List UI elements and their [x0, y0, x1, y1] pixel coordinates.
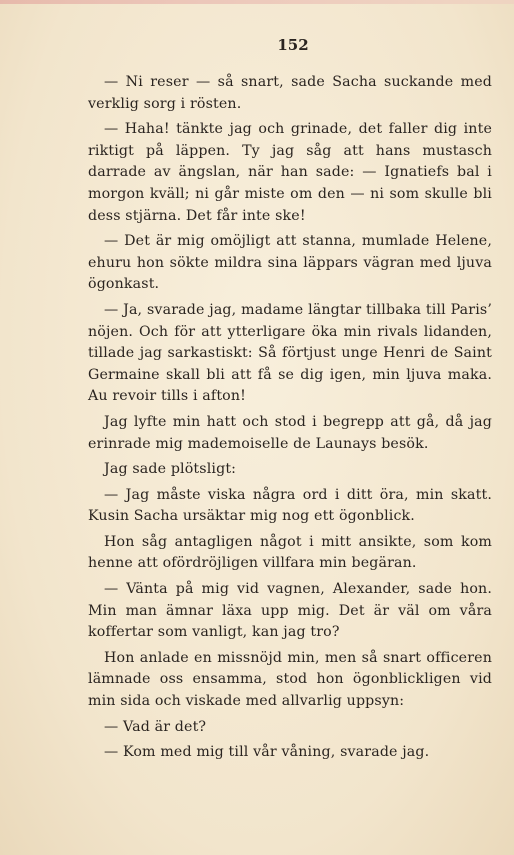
paragraph: Jag sade plötsligt: — [104, 461, 237, 478]
page-number: 152 — [277, 36, 309, 54]
paragraph: — Kom med mig till vår våning, svarade jag. — [104, 744, 430, 761]
paragraph: — Haha! tänkte jag och grinade, det faller dig inte riktigt på läppen. Ty jag såg att hans mustasch darrade av ängslan, när han sade: — Ignatiefs bal i morgon kväll; ni går miste om den — ni som skulle bli dess stjärna. Det får inte ske! — [88, 121, 492, 224]
paragraph: — Ni reser — så snart, sade Sacha suckande med verklig sorg i rösten. — [88, 74, 492, 112]
paragraph: Hon anlade en missnöjd min, men så snart officeren lämnade oss ensamma, stod hon ögonblickligen vid min sida och viskade med allvarlig uppsyn: — [88, 649, 492, 710]
paragraph: Jag lyfte min hatt och stod i begrepp att gå, då jag erinrade mig mademoiselle de Launays besök. — [88, 413, 492, 452]
paragraph: Hon såg antagligen något i mitt ansikte, som kom henne att ofördröjligen villfara min begäran. — [88, 533, 492, 572]
paragraph: — Vad är det? — [104, 718, 207, 735]
book-page — [88, 36, 492, 768]
paragraph: — Ja, svarade jag, madame längtar tillbaka till Paris’ nöjen. Och för att ytterligare öka min rivals lidanden, tillade jag sarkastiskt: Så förtjust unge Henri de Saint Germaine skall bli att få se dig igen, min ljuva maka. Au revoir tills i afton! — [88, 301, 492, 405]
paragraph: — Det är mig omöjligt att stanna, mumlade Helene, ehuru hon sökte mildra sina läppars vägran med ljuva ögonkast. — [88, 233, 492, 293]
page-top-edge — [0, 0, 514, 4]
paragraph: — Jag måste viska några ord i ditt öra, min skatt. Kusin Sacha ursäktar mig nog ett ögonblick. — [88, 486, 492, 525]
paragraph: — Vänta på mig vid vagnen, Alexander, sade hon. Min man ämnar läxa upp mig. Det är väl om våra koffertar som vanligt, kan jag tro? — [88, 581, 492, 641]
